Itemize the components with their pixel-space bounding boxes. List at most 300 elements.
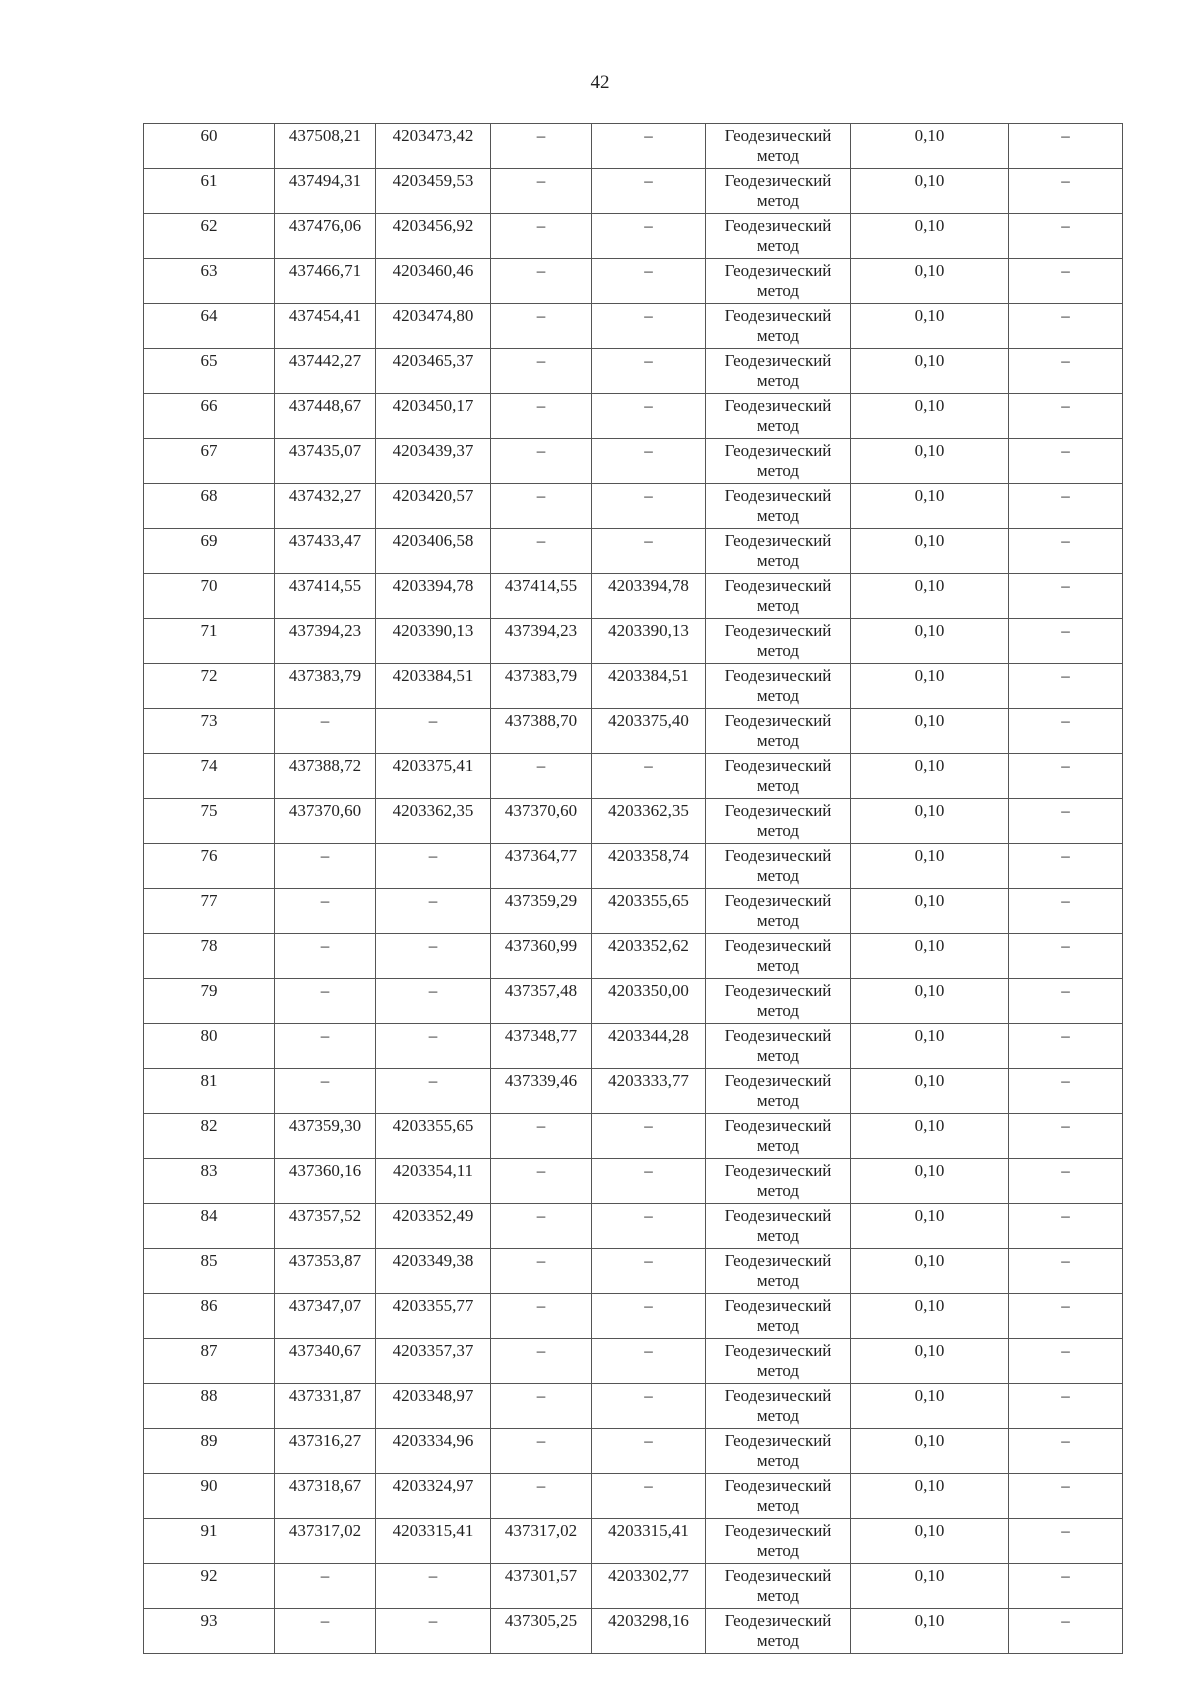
cell-y-coordinate-new: 4203350,00 bbox=[592, 979, 706, 1024]
cell-point-number: 92 bbox=[144, 1564, 275, 1609]
cell-y-coordinate-new: 4203333,77 bbox=[592, 1069, 706, 1114]
cell-x-coordinate-new: – bbox=[491, 1159, 592, 1204]
cell-x-coordinate-new: 437359,29 bbox=[491, 889, 592, 934]
cell-y-coordinate-new: – bbox=[592, 439, 706, 484]
cell-x-coordinate-new: – bbox=[491, 1114, 592, 1159]
cell-x-coordinate: 437383,79 bbox=[275, 664, 376, 709]
cell-y-coordinate-new: – bbox=[592, 349, 706, 394]
cell-y-coordinate: 4203355,65 bbox=[376, 1114, 491, 1159]
cell-x-coordinate-new: – bbox=[491, 124, 592, 169]
cell-note: – bbox=[1009, 664, 1123, 709]
cell-note: – bbox=[1009, 1114, 1123, 1159]
cell-y-coordinate: 4203362,35 bbox=[376, 799, 491, 844]
cell-accuracy: 0,10 bbox=[851, 124, 1009, 169]
cell-x-coordinate-new: – bbox=[491, 484, 592, 529]
cell-y-coordinate: – bbox=[376, 979, 491, 1024]
cell-note: – bbox=[1009, 1204, 1123, 1249]
table-row bbox=[144, 259, 1123, 304]
cell-x-coordinate-new: – bbox=[491, 304, 592, 349]
cell-y-coordinate: 4203456,92 bbox=[376, 214, 491, 259]
cell-x-coordinate-new: – bbox=[491, 439, 592, 484]
cell-accuracy: 0,10 bbox=[851, 259, 1009, 304]
cell-method: Геодезический метод bbox=[706, 1429, 851, 1474]
cell-x-coordinate: – bbox=[275, 934, 376, 979]
cell-accuracy: 0,10 bbox=[851, 1609, 1009, 1654]
cell-y-coordinate-new: 4203355,65 bbox=[592, 889, 706, 934]
cell-x-coordinate: 437435,07 bbox=[275, 439, 376, 484]
cell-y-coordinate: 4203352,49 bbox=[376, 1204, 491, 1249]
cell-method: Геодезический метод bbox=[706, 529, 851, 574]
cell-point-number: 75 bbox=[144, 799, 275, 844]
table-row bbox=[144, 1204, 1123, 1249]
table-row bbox=[144, 1159, 1123, 1204]
table-row bbox=[144, 979, 1123, 1024]
cell-method: Геодезический метод bbox=[706, 394, 851, 439]
cell-x-coordinate: – bbox=[275, 1069, 376, 1114]
table-row bbox=[144, 1519, 1123, 1564]
cell-x-coordinate-new: – bbox=[491, 754, 592, 799]
cell-method: Геодезический метод bbox=[706, 619, 851, 664]
cell-method: Геодезический метод bbox=[706, 1519, 851, 1564]
cell-note: – bbox=[1009, 484, 1123, 529]
cell-point-number: 86 bbox=[144, 1294, 275, 1339]
cell-x-coordinate: – bbox=[275, 844, 376, 889]
cell-point-number: 66 bbox=[144, 394, 275, 439]
cell-note: – bbox=[1009, 934, 1123, 979]
cell-point-number: 80 bbox=[144, 1024, 275, 1069]
cell-accuracy: 0,10 bbox=[851, 709, 1009, 754]
cell-y-coordinate-new: 4203302,77 bbox=[592, 1564, 706, 1609]
cell-x-coordinate-new: 437414,55 bbox=[491, 574, 592, 619]
table-row bbox=[144, 619, 1123, 664]
table-row bbox=[144, 1114, 1123, 1159]
cell-y-coordinate-new: – bbox=[592, 1474, 706, 1519]
cell-accuracy: 0,10 bbox=[851, 574, 1009, 619]
cell-x-coordinate: 437494,31 bbox=[275, 169, 376, 214]
cell-y-coordinate: – bbox=[376, 889, 491, 934]
table-row bbox=[144, 1429, 1123, 1474]
cell-x-coordinate-new: – bbox=[491, 1339, 592, 1384]
cell-accuracy: 0,10 bbox=[851, 349, 1009, 394]
cell-method: Геодезический метод bbox=[706, 799, 851, 844]
cell-note: – bbox=[1009, 1339, 1123, 1384]
cell-y-coordinate: 4203334,96 bbox=[376, 1429, 491, 1474]
cell-y-coordinate: 4203348,97 bbox=[376, 1384, 491, 1429]
table-row bbox=[144, 124, 1123, 169]
cell-y-coordinate-new: – bbox=[592, 259, 706, 304]
cell-x-coordinate: – bbox=[275, 1609, 376, 1654]
cell-x-coordinate-new: – bbox=[491, 1429, 592, 1474]
cell-y-coordinate: 4203439,37 bbox=[376, 439, 491, 484]
cell-accuracy: 0,10 bbox=[851, 934, 1009, 979]
cell-x-coordinate: 437370,60 bbox=[275, 799, 376, 844]
cell-x-coordinate: 437353,87 bbox=[275, 1249, 376, 1294]
cell-note: – bbox=[1009, 1609, 1123, 1654]
cell-accuracy: 0,10 bbox=[851, 1204, 1009, 1249]
cell-x-coordinate: 437442,27 bbox=[275, 349, 376, 394]
cell-y-coordinate-new: – bbox=[592, 1429, 706, 1474]
table-row bbox=[144, 574, 1123, 619]
cell-x-coordinate: 437317,02 bbox=[275, 1519, 376, 1564]
cell-accuracy: 0,10 bbox=[851, 529, 1009, 574]
cell-x-coordinate-new: – bbox=[491, 1249, 592, 1294]
cell-method: Геодезический метод bbox=[706, 1384, 851, 1429]
cell-y-coordinate-new: 4203394,78 bbox=[592, 574, 706, 619]
cell-y-coordinate: – bbox=[376, 844, 491, 889]
cell-accuracy: 0,10 bbox=[851, 214, 1009, 259]
cell-y-coordinate: 4203473,42 bbox=[376, 124, 491, 169]
cell-method: Геодезический метод bbox=[706, 1069, 851, 1114]
cell-x-coordinate-new: – bbox=[491, 1294, 592, 1339]
cell-x-coordinate: 437454,41 bbox=[275, 304, 376, 349]
cell-method: Геодезический метод bbox=[706, 214, 851, 259]
cell-x-coordinate-new: – bbox=[491, 1474, 592, 1519]
cell-method: Геодезический метод bbox=[706, 1249, 851, 1294]
cell-point-number: 90 bbox=[144, 1474, 275, 1519]
cell-accuracy: 0,10 bbox=[851, 1339, 1009, 1384]
coordinates-table bbox=[143, 123, 1123, 1654]
cell-accuracy: 0,10 bbox=[851, 1069, 1009, 1114]
cell-note: – bbox=[1009, 1024, 1123, 1069]
cell-y-coordinate-new: – bbox=[592, 304, 706, 349]
cell-x-coordinate: 437508,21 bbox=[275, 124, 376, 169]
cell-note: – bbox=[1009, 1519, 1123, 1564]
cell-y-coordinate: – bbox=[376, 1024, 491, 1069]
cell-note: – bbox=[1009, 889, 1123, 934]
table-row bbox=[144, 889, 1123, 934]
cell-note: – bbox=[1009, 529, 1123, 574]
cell-method: Геодезический метод bbox=[706, 664, 851, 709]
cell-point-number: 74 bbox=[144, 754, 275, 799]
table-row bbox=[144, 1609, 1123, 1654]
cell-point-number: 70 bbox=[144, 574, 275, 619]
table-row bbox=[144, 934, 1123, 979]
table-row bbox=[144, 1069, 1123, 1114]
cell-accuracy: 0,10 bbox=[851, 799, 1009, 844]
cell-x-coordinate-new: 437394,23 bbox=[491, 619, 592, 664]
cell-accuracy: 0,10 bbox=[851, 394, 1009, 439]
cell-point-number: 88 bbox=[144, 1384, 275, 1429]
cell-y-coordinate: 4203315,41 bbox=[376, 1519, 491, 1564]
cell-method: Геодезический метод bbox=[706, 844, 851, 889]
cell-note: – bbox=[1009, 574, 1123, 619]
cell-method: Геодезический метод bbox=[706, 1474, 851, 1519]
cell-note: – bbox=[1009, 1069, 1123, 1114]
cell-y-coordinate: 4203420,57 bbox=[376, 484, 491, 529]
cell-method: Геодезический метод bbox=[706, 889, 851, 934]
cell-x-coordinate: 437448,67 bbox=[275, 394, 376, 439]
cell-x-coordinate: 437347,07 bbox=[275, 1294, 376, 1339]
table-row bbox=[144, 709, 1123, 754]
cell-y-coordinate-new: – bbox=[592, 484, 706, 529]
cell-point-number: 62 bbox=[144, 214, 275, 259]
cell-y-coordinate: 4203349,38 bbox=[376, 1249, 491, 1294]
cell-x-coordinate-new: 437301,57 bbox=[491, 1564, 592, 1609]
cell-point-number: 78 bbox=[144, 934, 275, 979]
cell-x-coordinate-new: 437339,46 bbox=[491, 1069, 592, 1114]
cell-point-number: 73 bbox=[144, 709, 275, 754]
cell-x-coordinate-new: – bbox=[491, 1384, 592, 1429]
cell-point-number: 82 bbox=[144, 1114, 275, 1159]
cell-note: – bbox=[1009, 754, 1123, 799]
cell-x-coordinate: – bbox=[275, 1024, 376, 1069]
cell-y-coordinate-new: 4203315,41 bbox=[592, 1519, 706, 1564]
cell-y-coordinate-new: 4203362,35 bbox=[592, 799, 706, 844]
table-body bbox=[144, 124, 1123, 1654]
cell-method: Геодезический метод bbox=[706, 169, 851, 214]
cell-x-coordinate: 437394,23 bbox=[275, 619, 376, 664]
cell-note: – bbox=[1009, 1159, 1123, 1204]
cell-y-coordinate: 4203324,97 bbox=[376, 1474, 491, 1519]
cell-x-coordinate: 437414,55 bbox=[275, 574, 376, 619]
cell-accuracy: 0,10 bbox=[851, 1519, 1009, 1564]
cell-method: Геодезический метод bbox=[706, 754, 851, 799]
cell-y-coordinate-new: – bbox=[592, 1294, 706, 1339]
cell-note: – bbox=[1009, 394, 1123, 439]
cell-point-number: 64 bbox=[144, 304, 275, 349]
cell-y-coordinate-new: – bbox=[592, 529, 706, 574]
cell-method: Геодезический метод bbox=[706, 1294, 851, 1339]
cell-y-coordinate-new: – bbox=[592, 124, 706, 169]
cell-y-coordinate: 4203450,17 bbox=[376, 394, 491, 439]
cell-x-coordinate-new: 437388,70 bbox=[491, 709, 592, 754]
cell-point-number: 79 bbox=[144, 979, 275, 1024]
cell-y-coordinate-new: – bbox=[592, 1249, 706, 1294]
cell-y-coordinate-new: – bbox=[592, 1384, 706, 1429]
cell-accuracy: 0,10 bbox=[851, 1114, 1009, 1159]
cell-point-number: 83 bbox=[144, 1159, 275, 1204]
cell-y-coordinate: – bbox=[376, 709, 491, 754]
cell-point-number: 77 bbox=[144, 889, 275, 934]
cell-y-coordinate: 4203459,53 bbox=[376, 169, 491, 214]
cell-x-coordinate-new: 437317,02 bbox=[491, 1519, 592, 1564]
cell-y-coordinate: 4203465,37 bbox=[376, 349, 491, 394]
cell-x-coordinate-new: – bbox=[491, 394, 592, 439]
cell-x-coordinate-new: – bbox=[491, 214, 592, 259]
cell-method: Геодезический метод bbox=[706, 1339, 851, 1384]
table-row bbox=[144, 1294, 1123, 1339]
cell-accuracy: 0,10 bbox=[851, 304, 1009, 349]
table-row bbox=[144, 1564, 1123, 1609]
table-row bbox=[144, 1024, 1123, 1069]
cell-point-number: 63 bbox=[144, 259, 275, 304]
cell-accuracy: 0,10 bbox=[851, 169, 1009, 214]
cell-y-coordinate: 4203384,51 bbox=[376, 664, 491, 709]
cell-note: – bbox=[1009, 259, 1123, 304]
cell-accuracy: 0,10 bbox=[851, 754, 1009, 799]
table-row bbox=[144, 439, 1123, 484]
cell-y-coordinate: 4203357,37 bbox=[376, 1339, 491, 1384]
cell-note: – bbox=[1009, 1384, 1123, 1429]
cell-y-coordinate: – bbox=[376, 1609, 491, 1654]
table-row bbox=[144, 529, 1123, 574]
cell-accuracy: 0,10 bbox=[851, 1024, 1009, 1069]
cell-x-coordinate: 437316,27 bbox=[275, 1429, 376, 1474]
cell-y-coordinate: 4203355,77 bbox=[376, 1294, 491, 1339]
cell-point-number: 81 bbox=[144, 1069, 275, 1114]
cell-y-coordinate: – bbox=[376, 934, 491, 979]
cell-x-coordinate-new: – bbox=[491, 169, 592, 214]
cell-note: – bbox=[1009, 169, 1123, 214]
cell-method: Геодезический метод bbox=[706, 484, 851, 529]
cell-point-number: 87 bbox=[144, 1339, 275, 1384]
cell-method: Геодезический метод bbox=[706, 349, 851, 394]
cell-y-coordinate: 4203390,13 bbox=[376, 619, 491, 664]
cell-method: Геодезический метод bbox=[706, 304, 851, 349]
table-row bbox=[144, 394, 1123, 439]
cell-accuracy: 0,10 bbox=[851, 1564, 1009, 1609]
cell-x-coordinate-new: – bbox=[491, 349, 592, 394]
cell-x-coordinate-new: – bbox=[491, 1204, 592, 1249]
cell-point-number: 60 bbox=[144, 124, 275, 169]
cell-method: Геодезический метод bbox=[706, 709, 851, 754]
cell-accuracy: 0,10 bbox=[851, 484, 1009, 529]
cell-point-number: 85 bbox=[144, 1249, 275, 1294]
cell-point-number: 68 bbox=[144, 484, 275, 529]
cell-point-number: 67 bbox=[144, 439, 275, 484]
cell-note: – bbox=[1009, 1294, 1123, 1339]
cell-note: – bbox=[1009, 979, 1123, 1024]
cell-accuracy: 0,10 bbox=[851, 1429, 1009, 1474]
cell-y-coordinate-new: – bbox=[592, 1159, 706, 1204]
cell-point-number: 89 bbox=[144, 1429, 275, 1474]
cell-x-coordinate-new: – bbox=[491, 259, 592, 304]
cell-note: – bbox=[1009, 1564, 1123, 1609]
cell-accuracy: 0,10 bbox=[851, 664, 1009, 709]
cell-y-coordinate: 4203460,46 bbox=[376, 259, 491, 304]
table-row bbox=[144, 484, 1123, 529]
cell-point-number: 61 bbox=[144, 169, 275, 214]
cell-note: – bbox=[1009, 1249, 1123, 1294]
cell-y-coordinate: – bbox=[376, 1069, 491, 1114]
cell-method: Геодезический метод bbox=[706, 124, 851, 169]
cell-point-number: 65 bbox=[144, 349, 275, 394]
cell-accuracy: 0,10 bbox=[851, 844, 1009, 889]
cell-y-coordinate-new: 4203298,16 bbox=[592, 1609, 706, 1654]
cell-note: – bbox=[1009, 124, 1123, 169]
cell-x-coordinate: 437433,47 bbox=[275, 529, 376, 574]
cell-y-coordinate: 4203394,78 bbox=[376, 574, 491, 619]
cell-x-coordinate-new: 437370,60 bbox=[491, 799, 592, 844]
cell-x-coordinate: 437318,67 bbox=[275, 1474, 376, 1519]
cell-accuracy: 0,10 bbox=[851, 1159, 1009, 1204]
cell-method: Геодезический метод bbox=[706, 1609, 851, 1654]
cell-x-coordinate-new: 437364,77 bbox=[491, 844, 592, 889]
cell-x-coordinate: 437331,87 bbox=[275, 1384, 376, 1429]
cell-method: Геодезический метод bbox=[706, 1024, 851, 1069]
cell-x-coordinate-new: 437357,48 bbox=[491, 979, 592, 1024]
table-row bbox=[144, 1339, 1123, 1384]
cell-x-coordinate: 437357,52 bbox=[275, 1204, 376, 1249]
cell-y-coordinate-new: – bbox=[592, 1339, 706, 1384]
cell-y-coordinate-new: 4203384,51 bbox=[592, 664, 706, 709]
cell-accuracy: 0,10 bbox=[851, 979, 1009, 1024]
cell-note: – bbox=[1009, 214, 1123, 259]
cell-x-coordinate: 437340,67 bbox=[275, 1339, 376, 1384]
cell-y-coordinate-new: – bbox=[592, 1114, 706, 1159]
cell-method: Геодезический метод bbox=[706, 439, 851, 484]
cell-y-coordinate-new: 4203390,13 bbox=[592, 619, 706, 664]
table-row bbox=[144, 844, 1123, 889]
cell-y-coordinate: 4203354,11 bbox=[376, 1159, 491, 1204]
cell-note: – bbox=[1009, 709, 1123, 754]
cell-y-coordinate-new: – bbox=[592, 754, 706, 799]
cell-x-coordinate-new: 437305,25 bbox=[491, 1609, 592, 1654]
cell-point-number: 93 bbox=[144, 1609, 275, 1654]
cell-note: – bbox=[1009, 844, 1123, 889]
cell-point-number: 71 bbox=[144, 619, 275, 664]
table-row bbox=[144, 349, 1123, 394]
cell-method: Геодезический метод bbox=[706, 1204, 851, 1249]
cell-y-coordinate-new: 4203375,40 bbox=[592, 709, 706, 754]
cell-method: Геодезический метод bbox=[706, 979, 851, 1024]
cell-y-coordinate-new: 4203358,74 bbox=[592, 844, 706, 889]
cell-point-number: 69 bbox=[144, 529, 275, 574]
cell-x-coordinate: 437388,72 bbox=[275, 754, 376, 799]
cell-point-number: 72 bbox=[144, 664, 275, 709]
cell-y-coordinate: 4203406,58 bbox=[376, 529, 491, 574]
cell-accuracy: 0,10 bbox=[851, 439, 1009, 484]
cell-point-number: 76 bbox=[144, 844, 275, 889]
cell-x-coordinate: 437466,71 bbox=[275, 259, 376, 304]
cell-method: Геодезический метод bbox=[706, 1114, 851, 1159]
cell-note: – bbox=[1009, 619, 1123, 664]
cell-x-coordinate: – bbox=[275, 1564, 376, 1609]
cell-x-coordinate: – bbox=[275, 709, 376, 754]
table-row bbox=[144, 664, 1123, 709]
cell-x-coordinate-new: – bbox=[491, 529, 592, 574]
cell-point-number: 91 bbox=[144, 1519, 275, 1564]
cell-note: – bbox=[1009, 304, 1123, 349]
cell-y-coordinate: – bbox=[376, 1564, 491, 1609]
cell-note: – bbox=[1009, 1474, 1123, 1519]
cell-note: – bbox=[1009, 439, 1123, 484]
cell-accuracy: 0,10 bbox=[851, 619, 1009, 664]
cell-method: Геодезический метод bbox=[706, 259, 851, 304]
cell-y-coordinate-new: – bbox=[592, 394, 706, 439]
table-row bbox=[144, 304, 1123, 349]
cell-x-coordinate: – bbox=[275, 889, 376, 934]
page-number: 42 bbox=[590, 72, 610, 93]
table-row bbox=[144, 169, 1123, 214]
cell-accuracy: 0,10 bbox=[851, 889, 1009, 934]
cell-method: Геодезический метод bbox=[706, 574, 851, 619]
cell-y-coordinate-new: – bbox=[592, 214, 706, 259]
cell-x-coordinate: 437476,06 bbox=[275, 214, 376, 259]
cell-x-coordinate-new: 437360,99 bbox=[491, 934, 592, 979]
table-row bbox=[144, 1474, 1123, 1519]
cell-x-coordinate: 437432,27 bbox=[275, 484, 376, 529]
cell-point-number: 84 bbox=[144, 1204, 275, 1249]
table-row bbox=[144, 1384, 1123, 1429]
table-row bbox=[144, 754, 1123, 799]
cell-y-coordinate-new: 4203344,28 bbox=[592, 1024, 706, 1069]
cell-method: Геодезический метод bbox=[706, 1564, 851, 1609]
cell-y-coordinate-new: – bbox=[592, 1204, 706, 1249]
cell-y-coordinate: 4203474,80 bbox=[376, 304, 491, 349]
cell-accuracy: 0,10 bbox=[851, 1474, 1009, 1519]
table-row bbox=[144, 1249, 1123, 1294]
cell-x-coordinate: – bbox=[275, 979, 376, 1024]
cell-y-coordinate: 4203375,41 bbox=[376, 754, 491, 799]
table-row bbox=[144, 799, 1123, 844]
cell-y-coordinate-new: 4203352,62 bbox=[592, 934, 706, 979]
cell-method: Геодезический метод bbox=[706, 934, 851, 979]
cell-x-coordinate-new: 437383,79 bbox=[491, 664, 592, 709]
cell-x-coordinate-new: 437348,77 bbox=[491, 1024, 592, 1069]
table-row bbox=[144, 214, 1123, 259]
cell-accuracy: 0,10 bbox=[851, 1294, 1009, 1339]
